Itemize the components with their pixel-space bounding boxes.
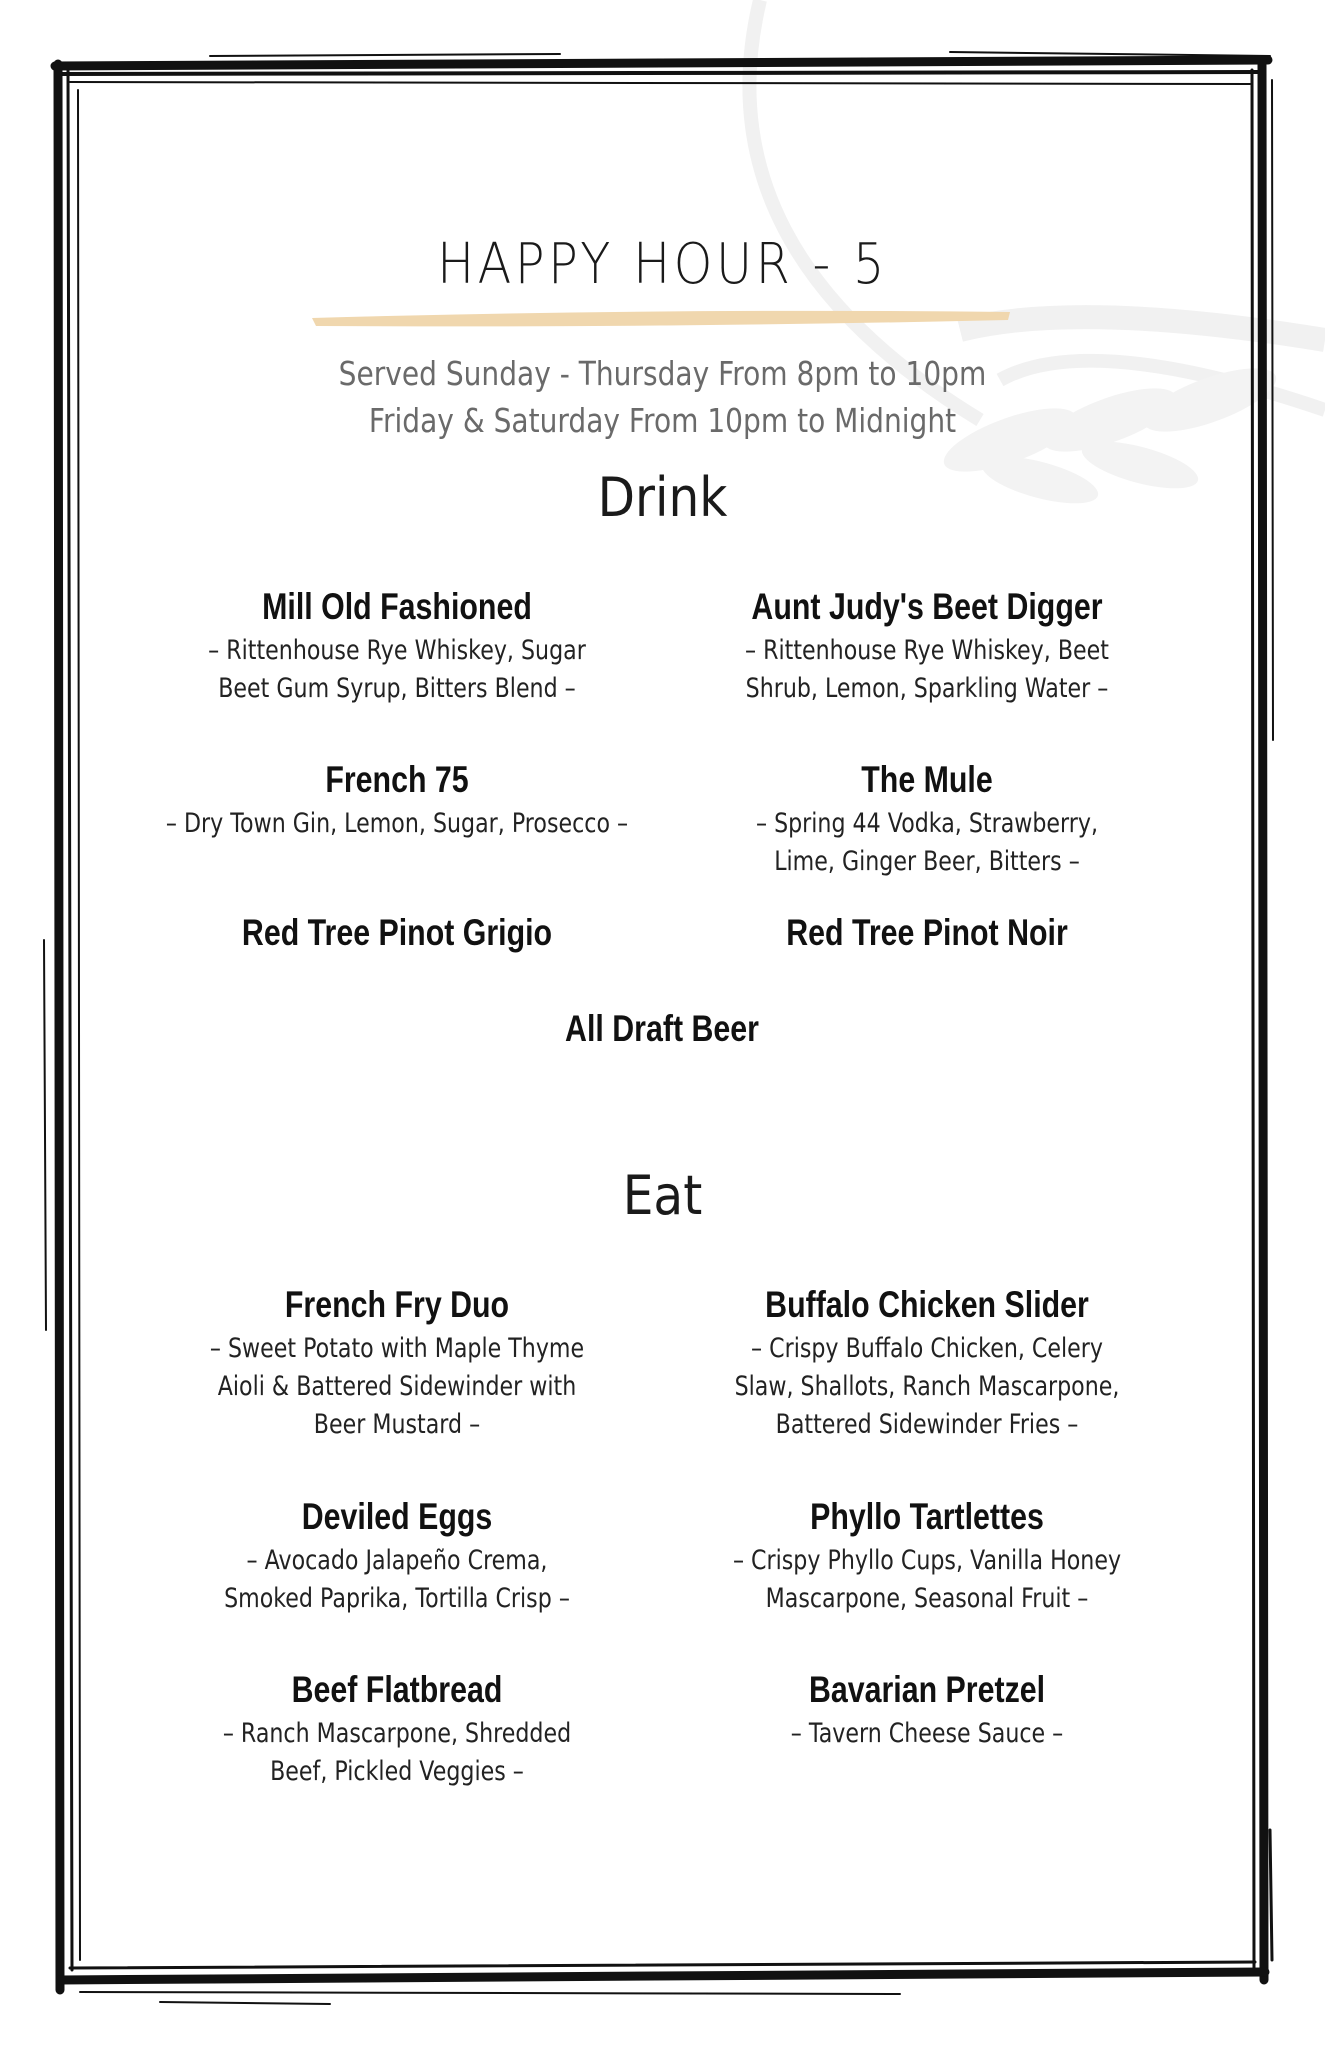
title-underline	[312, 311, 1010, 327]
item-name: French 75	[325, 759, 469, 800]
item-name: Red Tree Pinot Grigio	[241, 912, 553, 953]
item-desc: Battered Sidewinder Fries –	[775, 1409, 1079, 1440]
item-desc: Aioli & Battered Sidewinder with	[217, 1371, 577, 1402]
menu-item	[147, 582, 647, 708]
item-desc: – Ranch Mascarpone, Shredded	[222, 1718, 572, 1749]
menu-item	[677, 1492, 1177, 1618]
hours-line-1: Served Sunday - Thursday From 8pm to 10pm	[338, 354, 987, 393]
item-desc: – Rittenhouse Rye Whiskey, Sugar	[208, 635, 586, 666]
menu-item	[147, 1280, 647, 1444]
item-name: Red Tree Pinot Noir	[786, 912, 1068, 953]
menu-item	[147, 1665, 647, 1791]
item-desc: – Avocado Jalapeño Crema,	[246, 1545, 548, 1576]
item-name: Aunt Judy's Beet Digger	[751, 586, 1103, 627]
item-desc: Beer Mustard –	[313, 1409, 481, 1440]
menu-item	[97, 755, 697, 843]
item-desc: Beef, Pickled Veggies –	[270, 1756, 524, 1787]
item-desc: – Crispy Phyllo Cups, Vanilla Honey	[732, 1545, 1122, 1576]
menu-item	[677, 755, 1177, 881]
drink-heading: Drink	[597, 466, 728, 529]
item-name: Deviled Eggs	[301, 1496, 493, 1537]
menu-item	[677, 908, 1177, 958]
item-desc: – Sweet Potato with Maple Thyme	[209, 1333, 585, 1364]
item-desc: – Crispy Buffalo Chicken, Celery	[751, 1333, 1103, 1364]
hours-line-2: Friday & Saturday From 10pm to Midnight	[368, 401, 957, 440]
menu-item	[677, 1280, 1177, 1444]
item-name: The Mule	[861, 759, 993, 800]
item-name: Phyllo Tartlettes	[810, 1496, 1044, 1537]
item-name: Mill Old Fashioned	[262, 586, 532, 627]
menu-item	[412, 1004, 912, 1054]
item-desc: Beet Gum Syrup, Bitters Blend –	[218, 673, 576, 704]
eat-heading: Eat	[622, 1164, 703, 1227]
item-desc: – Spring 44 Vodka, Strawberry,	[755, 808, 1099, 839]
menu-item	[677, 582, 1177, 708]
item-desc: Lime, Ginger Beer, Bitters –	[774, 846, 1080, 877]
menu-item	[147, 908, 647, 958]
item-desc: – Tavern Cheese Sauce –	[790, 1718, 1064, 1749]
item-desc: Slaw, Shallots, Ranch Mascarpone,	[734, 1371, 1120, 1402]
menu-item	[677, 1665, 1177, 1753]
item-desc: – Rittenhouse Rye Whiskey, Beet	[745, 635, 1109, 666]
item-name: All Draft Beer	[565, 1008, 759, 1049]
item-name: Bavarian Pretzel	[808, 1669, 1046, 1710]
item-name: Beef Flatbread	[291, 1669, 503, 1710]
menu-item	[147, 1492, 647, 1618]
item-desc: – Dry Town Gin, Lemon, Sugar, Prosecco –	[165, 808, 629, 839]
page-title: HAPPY HOUR - 5	[437, 232, 888, 297]
item-desc: Smoked Paprika, Tortilla Crisp –	[224, 1583, 570, 1614]
item-desc: Mascarpone, Seasonal Fruit –	[765, 1583, 1089, 1614]
item-name: French Fry Duo	[284, 1284, 510, 1325]
item-name: Buffalo Chicken Slider	[765, 1284, 1089, 1325]
item-desc: Shrub, Lemon, Sparkling Water –	[745, 673, 1109, 704]
